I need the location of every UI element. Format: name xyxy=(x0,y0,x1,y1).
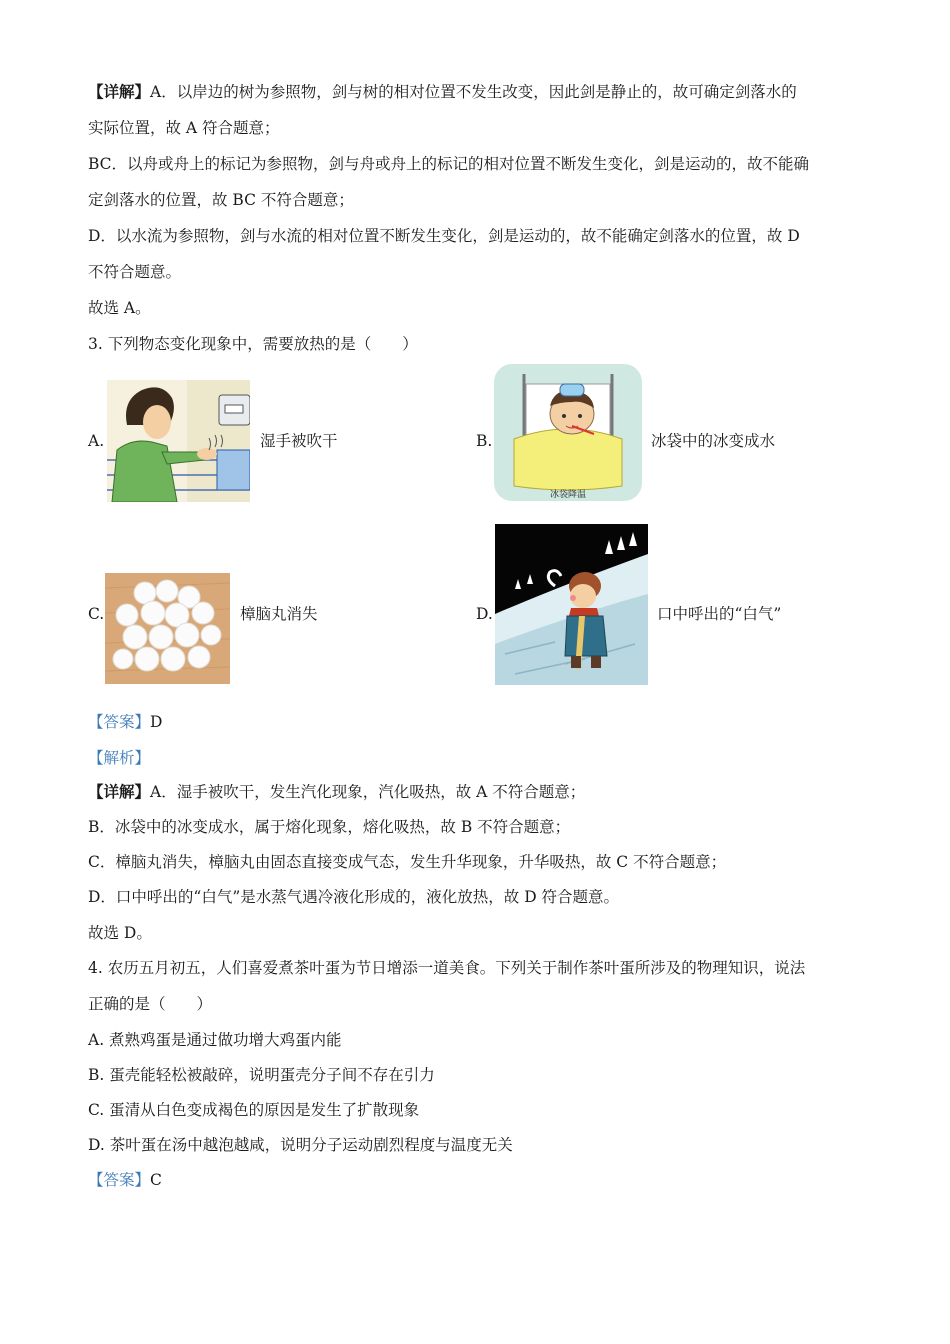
intro-line-4: 定剑落水的位置，故 BC 不符合题意； xyxy=(88,191,354,209)
q4-stem-line-1: 4. 农历五月初五，人们喜爱煮茶叶蛋为节日增添一道美食。下列关于制作茶叶蛋所涉及的物理知识，说法 xyxy=(88,959,806,977)
hand-dryer-illustration xyxy=(107,380,250,502)
camphor-balls-photo xyxy=(105,573,230,684)
q3-option-a-letter: A. xyxy=(88,432,105,450)
intro-line-5: D．以水流为参照物，剑与水流的相对位置不断发生变化，剑是运动的，故不能确定剑落水的位置，故 D xyxy=(88,227,800,245)
q3-analysis-tag: 【解析】 xyxy=(88,749,151,767)
q3-detail-line-2: B．冰袋中的冰变成水，属于熔化现象，熔化吸热，故 B 不符合题意； xyxy=(88,818,571,836)
q3-option-d-text: 口中呼出的“白气” xyxy=(657,605,782,623)
q4-stem-line-2: 正确的是（ ） xyxy=(88,995,213,1013)
q3-detail-line-1: 【详解】A．湿手被吹干，发生汽化现象，汽化吸热，故 A 不符合题意； xyxy=(88,782,586,801)
winter-breath-illustration xyxy=(495,524,648,685)
ice-pack-illustration xyxy=(494,364,642,501)
intro-line-1: 【详解】A．以岸边的树为参照物，剑与树的相对位置不发生改变，因此剑是静止的，故可确定剑落水的 xyxy=(88,82,797,101)
q3-option-c-text: 樟脑丸消失 xyxy=(240,605,318,623)
intro-line-6: 不符合题意。 xyxy=(88,263,182,281)
answer-tag: 【答案】 xyxy=(88,1171,151,1189)
ice-pack-caption: 冰袋降温 xyxy=(549,490,586,500)
q3-option-c-letter: C. xyxy=(88,605,105,623)
q3-option-b-letter: B. xyxy=(476,432,493,450)
q4-option-a: A. 煮熟鸡蛋是通过做功增大鸡蛋内能 xyxy=(88,1031,342,1049)
detail-tag: 【详解】 xyxy=(88,782,151,801)
q3-detail-line-5: 故选 D。 xyxy=(88,924,152,942)
q4-option-b: B. 蛋壳能轻松被敲碎，说明蛋壳分子间不存在引力 xyxy=(88,1066,435,1084)
q3-stem: 3. 下列物态变化现象中，需要放热的是（ ） xyxy=(88,335,418,353)
q3-detail-line-4: D．口中呼出的“白气”是水蒸气遇冷液化形成的，液化放热，故 D 符合题意。 xyxy=(88,888,620,906)
q3-detail-line-3: C．樟脑丸消失，樟脑丸由固态直接变成气态，发生升华现象，升华吸热，故 C 不符合题意； xyxy=(88,853,727,871)
intro-line-2: 实际位置，故 A 符合题意； xyxy=(88,119,280,137)
q4-answer: 【答案】C xyxy=(88,1171,162,1189)
q3-answer: 【答案】D xyxy=(88,713,163,731)
q3-option-d-letter: D. xyxy=(476,605,493,623)
detail-tag: 【详解】 xyxy=(88,82,151,101)
q3-option-a-text: 湿手被吹干 xyxy=(260,432,338,450)
q4-option-d: D. 茶叶蛋在汤中越泡越咸，说明分子运动剧烈程度与温度无关 xyxy=(88,1136,513,1154)
intro-line-7: 故选 A。 xyxy=(88,299,151,317)
q3-option-b-text: 冰袋中的冰变成水 xyxy=(651,432,776,450)
q4-option-c: C. 蛋清从白色变成褐色的原因是发生了扩散现象 xyxy=(88,1101,420,1119)
answer-tag: 【答案】 xyxy=(88,713,151,731)
intro-line-3: BC．以舟或舟上的标记为参照物，剑与舟或舟上的标记的相对位置不断发生变化，剑是运动的，故不能确 xyxy=(88,155,810,173)
